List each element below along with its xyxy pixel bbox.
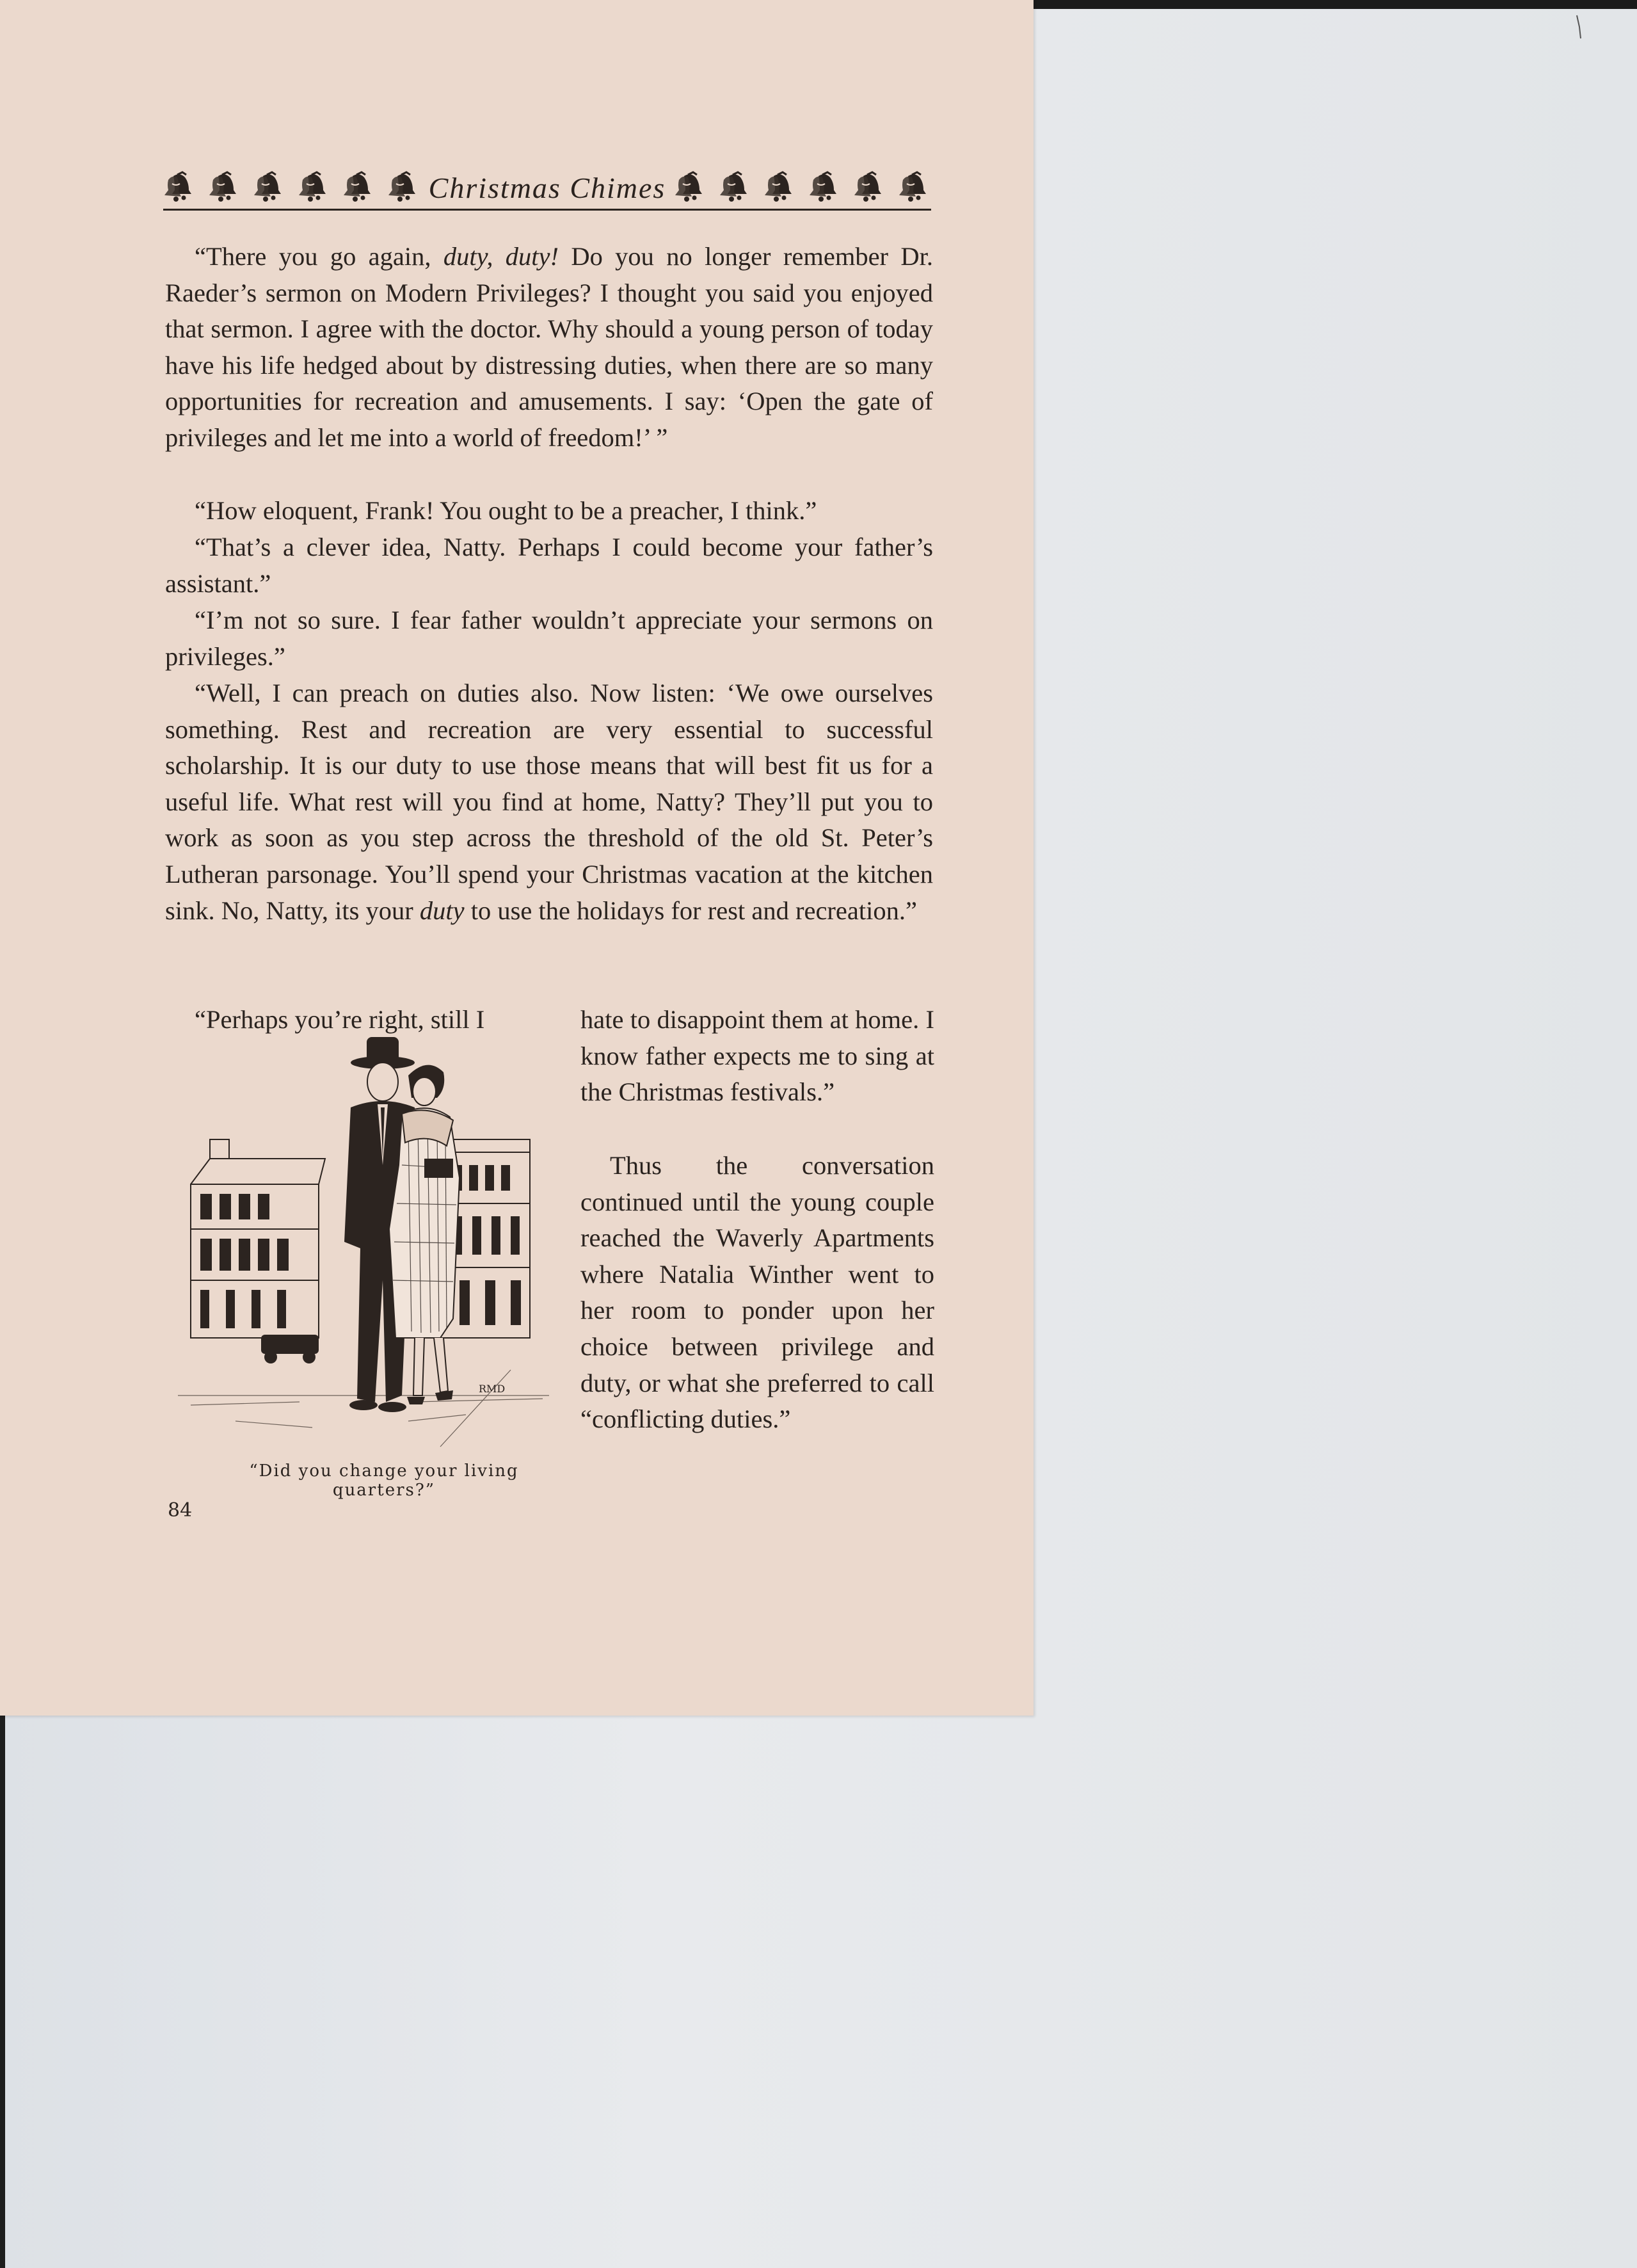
scanner-edge-left (0, 1716, 5, 2268)
paragraph-6-lead: “Perhaps you’re right, still I (195, 1005, 485, 1034)
stray-mark (1576, 14, 1582, 40)
header-rule (163, 209, 931, 211)
bell-ornament-icon (163, 171, 196, 204)
bell-ornament-icon (208, 171, 241, 204)
paragraph-2: “How eloquent, Frank! You ought to be a preacher, I think.” (195, 496, 817, 525)
page-number: 84 (168, 1499, 193, 1522)
running-title: Christmas Chimes (428, 171, 666, 204)
book-page (0, 0, 1034, 1716)
artist-signature: RMD (479, 1383, 506, 1395)
paragraph-3: “That’s a clever idea, Natty. Perhaps I could become your father’s assistant.” (165, 533, 933, 598)
couple-street-illustration (172, 1037, 555, 1460)
running-header (163, 165, 931, 210)
bell-ornament-icon (342, 171, 376, 204)
bell-ornament-icon (898, 171, 931, 204)
bell-ornament-icon (719, 171, 752, 204)
paragraph-6-column: hate to disappoint them at home. I know father expects me to sing at the Christmas festivals.” (580, 1005, 934, 1107)
bell-ornament-icon (253, 171, 286, 204)
scanner-edge-top (1034, 0, 1637, 9)
bell-ornament-icon (763, 171, 797, 204)
bell-ornament-icon (853, 171, 886, 204)
right-ornaments (674, 171, 931, 204)
paragraph-4: “I’m not so sure. I fear father wouldn’t appreciate your sermons on privileges.” (165, 606, 933, 671)
bell-ornament-icon (808, 171, 842, 204)
bell-ornament-icon (387, 171, 420, 204)
illustration-caption: “Did you change your living quarters?” (249, 1461, 519, 1500)
bell-ornament-icon (674, 171, 707, 204)
paragraph-7-column: Thus the conversation continued until the young couple reached the Waverly Apartments where Natalia Winther went to her room to ponder upon her choice between privilege and duty, or what she preferred to call “conflicting duties.” (580, 1151, 934, 1434)
left-ornaments (163, 171, 420, 204)
paragraph-5: “Well, I can preach on duties also. Now listen: ‘We owe ourselves something. Rest and recreation are very essential to successful scholarship. It is our duty to use those means that will best fit us for a useful life. What rest will you find at home, Natty? They’ll put you to work as soon as you step across the threshold of the old St. Peter’s Lutheran parsonage. You’ll spend your Christmas vacation at the kitchen sink. No, Natty, its your duty to use the holidays for rest and recreation.” (165, 679, 933, 925)
bell-ornament-icon (298, 171, 331, 204)
paragraph-1: “There you go again, duty, duty! Do you no longer remember Dr. Raeder’s sermon on Modern Privileges? I thought you said you enjoyed that sermon. I agree with the doctor. Why should a young person of today have his life hedged about by distressing duties, when there are so many opportunities for recreation and amusements. I say: ‘Open the gate of privileges and let me into a world of freedom!’ ” (165, 242, 933, 452)
